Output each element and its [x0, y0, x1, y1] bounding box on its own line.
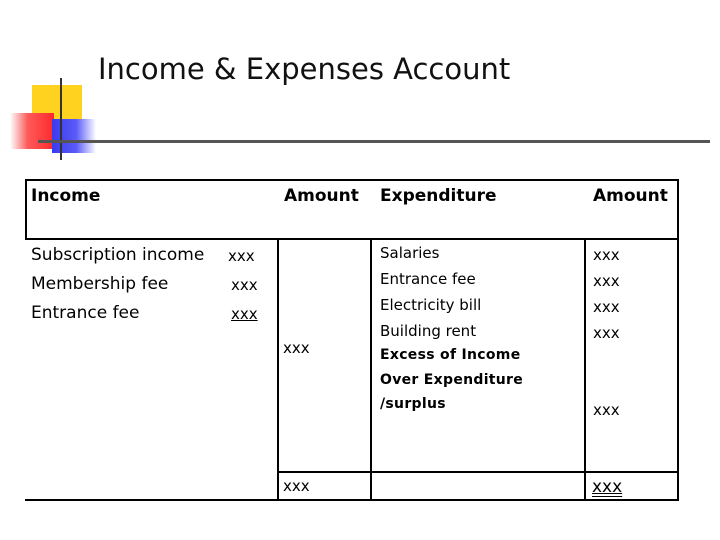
expenditure-item-label: Salaries	[380, 244, 440, 262]
header-expenditure: Expenditure	[380, 186, 497, 206]
income-item-value: xxx	[231, 276, 258, 294]
income-expenses-table	[25, 179, 679, 501]
column-divider-right-amount	[584, 238, 586, 501]
expenditure-item-value: xxx	[593, 324, 620, 342]
slide-title: Income & Expenses Account	[98, 52, 511, 86]
income-item-label: Subscription income	[31, 245, 205, 265]
total-left: xxx	[283, 477, 310, 495]
header-income: Income	[31, 186, 101, 206]
decorative-vertical-line	[60, 78, 62, 160]
decorative-blue-square	[52, 119, 96, 153]
header-amount-right: Amount	[593, 186, 668, 206]
header-amount-left: Amount	[284, 186, 359, 206]
column-divider-expenditure	[370, 238, 372, 501]
income-subtotal: xxx	[283, 339, 310, 357]
income-item-label: Entrance fee	[31, 303, 140, 323]
column-divider-amount	[277, 238, 279, 501]
expenditure-item-label: Electricity bill	[380, 296, 482, 314]
surplus-label-line2: Over Expenditure	[380, 372, 524, 388]
income-item-label: Membership fee	[31, 274, 169, 294]
table-border-right	[677, 179, 679, 501]
table-border-top	[25, 179, 679, 181]
surplus-label-line3: /surplus	[380, 396, 446, 412]
title-underline	[38, 140, 710, 143]
total-right: xxx	[592, 477, 623, 497]
expenditure-item-label: Entrance fee	[380, 270, 476, 288]
income-item-value: xxx	[228, 247, 255, 265]
table-border-bottom	[25, 499, 679, 501]
expenditure-item-label: Building rent	[380, 322, 477, 340]
income-item-value-underlined: xxx	[231, 305, 258, 323]
header-divider	[25, 238, 679, 240]
table-border-left	[25, 179, 27, 239]
expenditure-item-value: xxx	[593, 246, 620, 264]
surplus-value: xxx	[593, 401, 620, 419]
surplus-label-line1: Excess of Income	[380, 347, 521, 363]
expenditure-item-value: xxx	[593, 298, 620, 316]
totals-row-divider	[277, 471, 679, 473]
expenditure-item-value: xxx	[593, 272, 620, 290]
decorative-red-square	[10, 113, 54, 149]
